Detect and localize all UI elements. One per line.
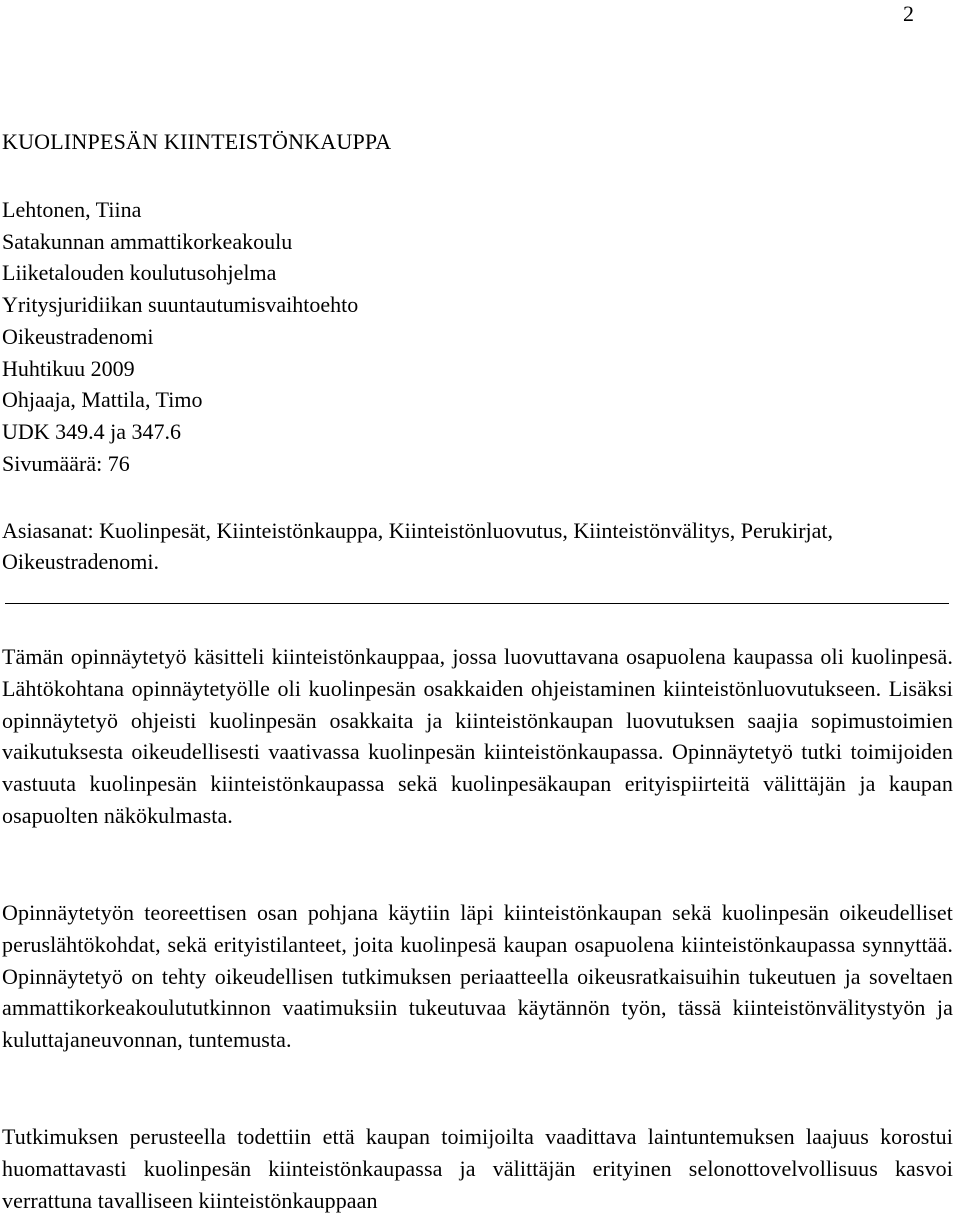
page-count: Sivumäärä: 76 bbox=[2, 450, 130, 476]
udk-classification: UDK 349.4 ja 347.6 bbox=[2, 418, 182, 444]
abstract-paragraph-2: Opinnäytetyön teoreettisen osan pohjana käytiin läpi kiinteistönkaupan sekä kuolinpesän oikeudelliset peruslähtökohdat, sekä erityistilanteet, joita kuolinpesä kaupan osapuolena kiinteistönkaupassa synnyttää. Opinnäytetyö on tehty oikeudellisen tutkimuksen periaatteella oikeusratkaisuihin tukeutuen ja soveltaen ammattikorkeakoulututkinnon vaatimuksiin tukeutuvaa käytännön työn, tässä kiinteistönvälitystyön ja kuluttajaneuvonnan, tuntemusta. bbox=[2, 900, 953, 1053]
author: Lehtonen, Tiina bbox=[2, 197, 142, 222]
abstract-paragraph-1: Tämän opinnäytetyö käsitteli kiinteistönkauppaa, jossa luovuttavana osapuolena kaupassa oli kuolinpesä. Lähtökohtana opinnäytetyölle oli kuolinpesän osakkaiden ohjeistaminen kiinteistönluovutukseen. Lisäksi opinnäytetyö ohjeisti kuolinpesän osakkaita ja kiinteistönkaupan luovutuksen saajia sopimustoimien vaikutuksesta oikeudellisesti vaativassa kuolinpesän kiinteistönkaupassa. Opinnäytetyö tutki toimijoiden vastuuta kuolinpesän kiinteistönkaupassa sekä kuolinpesäkaupan erityispiirteitä välittäjän ja kaupan osapuolten näkökulmasta. bbox=[2, 644, 953, 828]
thesis-metadata bbox=[2, 194, 358, 479]
section-divider bbox=[5, 603, 949, 604]
supervisor: Ohjaaja, Mattila, Timo bbox=[2, 387, 203, 413]
page-number: 2 bbox=[903, 1, 914, 26]
degree-title: Oikeustradenomi bbox=[2, 323, 154, 349]
document-title: KUOLINPESÄN KIINTEISTÖNKAUPPA bbox=[2, 129, 392, 154]
degree-programme: Liiketalouden koulutusohjelma bbox=[2, 260, 277, 286]
keywords: Asiasanat: Kuolinpesät, Kiinteistönkauppa, Kiinteistönluovutus, Kiinteistönvälitys, Perukirjat, Oikeustradenomi. bbox=[2, 518, 834, 574]
abstract-paragraph-3: Tutkimuksen perusteella todettiin että kaupan toimijoilta vaadittava laintuntemuksen laajuus korostui huomattavasti kuolinpesän kiinteistönkaupassa ja välittäjän erityinen selonottovelvollisuus kasvoi verrattuna tavalliseen kiinteistönkauppaan bbox=[2, 1124, 953, 1213]
institution: Satakunnan ammattikorkeakoulu bbox=[2, 228, 293, 254]
specialisation: Yritysjuridiikan suuntautumisvaihtoehto bbox=[2, 292, 359, 318]
date: Huhtikuu 2009 bbox=[2, 355, 135, 381]
